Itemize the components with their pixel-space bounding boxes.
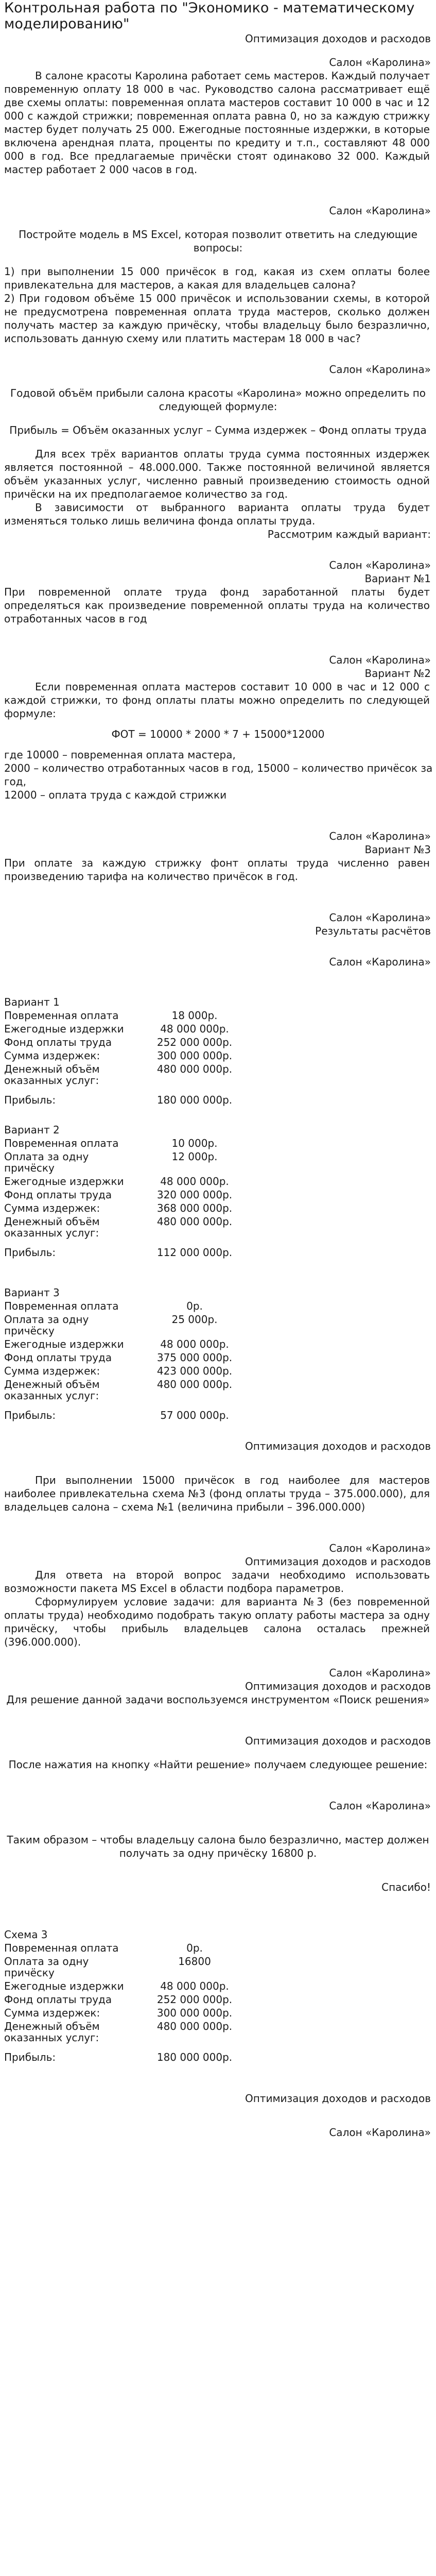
row-value: 112 000 000р. xyxy=(156,1246,233,1259)
table-row xyxy=(4,1351,256,1364)
page-6 xyxy=(0,829,436,883)
solver-note: Для решение данной задачи воспользуемся инструментом «Поиск решения» xyxy=(6,1693,430,1706)
row-value: 12 000р. xyxy=(171,1150,218,1163)
variant-2-title: Вариант 2 xyxy=(4,1124,60,1136)
conclusion: Таким образом – чтобы владельцу салона было безразлично, мастер должен получать за одну причёску 16800 р. xyxy=(7,1834,429,1859)
row-value: 368 000 000р. xyxy=(156,1202,233,1214)
table-row xyxy=(4,1049,256,1062)
answer-1: При выполнении 15000 причёсок в год наиболее для мастеров наиболее привлекательна схема №3 (фонд оплаты труда – 375.000.000), для владельцев салона – схема №1 (величина прибыли – 396.000.000) xyxy=(4,1474,430,1513)
salon-name: Салон «Каролина» xyxy=(329,1667,431,1679)
variable-part-paragraph: В зависимости от выбранного варианта оплаты труда будет изменяться только лишь величина фонда оплаты труда. xyxy=(4,501,430,527)
salon-name: Салон «Каролина» xyxy=(329,830,431,842)
row-key: Сумма издержек: xyxy=(4,2007,100,2019)
fot-explanation-b: 2000 – количество отработанных часов в год, 15000 – количество причёсок за год, xyxy=(4,762,433,788)
document-title: Контрольная работа по "Экономико - математическому моделированию" xyxy=(4,0,415,32)
page-13 xyxy=(0,1799,436,1894)
row-key: Денежный объём оказанных услуг: xyxy=(4,1378,100,1402)
salon-name: Салон «Каролина» xyxy=(329,654,431,666)
table-row xyxy=(4,1009,256,1022)
row-key: Прибыль: xyxy=(4,2051,56,2063)
row-key: Ежегодные издержки xyxy=(4,1980,124,1992)
salon-name: Салон «Каролина» xyxy=(329,363,431,376)
fot-explanation-c: 12000 – оплата труда с каждой стрижки xyxy=(4,789,227,801)
row-key: Денежный объём оказанных услуг: xyxy=(4,1063,100,1087)
page-header: Оптимизация доходов и расходов xyxy=(245,1555,431,1568)
table-row xyxy=(4,1313,256,1337)
row-key: Повременная оплата xyxy=(4,1300,119,1312)
salon-name: Салон «Каролина» xyxy=(329,1542,431,1554)
salon-name: Салон «Каролина» xyxy=(329,2126,431,2139)
row-value: 180 000 000р. xyxy=(156,2051,233,2063)
scheme-3-title: Схема 3 xyxy=(4,1928,48,1941)
row-key: Фонд оплаты труда xyxy=(4,1189,112,1201)
row-value: 16800 xyxy=(178,1955,211,1968)
question-2: 2) При годовом объёме 15 000 причёсок и использовании схемы, в которой не предусмотрена повременная оплата труда мастеров, сколько должен получать мастер за каждую причёску, чтобы владельцу было безразлично, использовать данную схему или платить мастерам 18 000 в час? xyxy=(4,292,430,345)
row-key: Прибыль: xyxy=(4,1409,56,1421)
row-value: 10 000р. xyxy=(171,1137,218,1149)
table-row xyxy=(4,1062,256,1087)
row-value: 57 000 000р. xyxy=(160,1409,229,1421)
page-15 xyxy=(0,2092,436,2139)
salon-name: Салон «Каролина» xyxy=(329,911,431,924)
salon-name: Салон «Каролина» xyxy=(329,956,431,968)
after-solve: После нажатия на кнопку «Найти решение» получаем следующее решение: xyxy=(8,1758,428,1771)
table-row xyxy=(4,1150,256,1175)
row-key: Денежный объём оказанных услуг: xyxy=(4,2020,100,2044)
row-value: 252 000 000р. xyxy=(156,1036,233,1048)
row-key: Фонд оплаты труда xyxy=(4,1036,112,1048)
page-5 xyxy=(0,653,436,802)
row-value: 480 000 000р. xyxy=(156,2020,233,2032)
table-row xyxy=(4,1402,256,1422)
variant-3-label: Вариант №3 xyxy=(364,843,431,856)
answer-2b: Сформулируем условие задачи: для варианта №3 (без повременной оплаты труда) необходимо подобрать такую оплату работы мастера за одну причёску, чтобы прибыль владельцев салона осталась прежней (396.000.000). xyxy=(4,1596,430,1648)
page-7 xyxy=(0,911,436,938)
row-value: 25 000р. xyxy=(171,1313,218,1326)
page-header: Оптимизация доходов и расходов xyxy=(245,32,431,45)
row-value: 480 000 000р. xyxy=(156,1378,233,1391)
variant-3-text: При оплате за каждую стрижку фонт оплаты труда численно равен произведению тарифа на количество причёсок в год. xyxy=(4,857,430,883)
page-8 xyxy=(0,955,436,1422)
table-row xyxy=(4,1022,256,1036)
page-header: Оптимизация доходов и расходов xyxy=(245,1680,431,1692)
row-key: Сумма издержек: xyxy=(4,1202,100,1214)
table-row xyxy=(4,1979,256,1993)
table-row xyxy=(4,2006,256,2020)
table-row xyxy=(4,1299,256,1313)
variant-2-table xyxy=(4,1137,256,1259)
profit-formula: Прибыль = Объём оказанных услуг – Сумма издержек – Фонд оплаты труда xyxy=(9,424,427,436)
fot-formula: ФОТ = 10000 * 2000 * 7 + 15000*12000 xyxy=(111,728,325,740)
table-row xyxy=(4,1137,256,1150)
constant-costs-paragraph: Для всех трёх вариантов оплаты труда сумма постоянных издержек является постоянной – 48.000.000. Также постоянной величиной является объём указанных услуг, численно равный произведению стоимость одной причёски на их предполагаемое количество за год. xyxy=(4,448,430,500)
page-9 xyxy=(0,1439,436,1514)
row-key: Оплата за одну причёску xyxy=(4,1313,89,1337)
variant-1-text: При повременной оплате труда фонд заработанной платы будет определяться как произведение повременной оплаты труда на количество отработанных часов в год xyxy=(4,586,430,625)
row-key: Повременная оплата xyxy=(4,1009,119,1022)
row-value: 423 000 000р. xyxy=(156,1365,233,1377)
row-value: 48 000 000р. xyxy=(160,1023,229,1035)
page-header: Оптимизация доходов и расходов xyxy=(245,2092,431,2105)
row-key: Прибыль: xyxy=(4,1246,56,1259)
table-row xyxy=(4,1993,256,2006)
thanks: Спасибо! xyxy=(381,1881,431,1893)
page-header: Оптимизация доходов и расходов xyxy=(245,1440,431,1452)
table-row xyxy=(4,1240,256,1259)
page-2 xyxy=(0,204,436,345)
table-row xyxy=(4,1201,256,1215)
intro-paragraph: В салоне красоты Каролина работает семь мастеров. Каждый получает повременную оплату 18 000 в час. Руководство салона рассматривает ещё две схемы оплаты: повременная оплата мастеров составит 10 000 в час и 12 000 с каждой стрижки; повременная оплата равна 0, но за каждую стрижку мастер будет получать 25 000. Ежегодные постоянные издержки, в которые включена арендная плата, проценты по кредиту и т.п., составляют 48 000 000 в год. Все предлагаемые причёски стоят одинаково 32 000. Каждый мастер работает 2 000 часов в год. xyxy=(4,70,430,176)
row-value: 480 000 000р. xyxy=(156,1063,233,1075)
variant-3-title: Вариант 3 xyxy=(4,1286,60,1299)
answer-2a: Для ответа на второй вопрос задачи необходимо использовать возможности пакета MS Excel в области подбора параметров. xyxy=(4,1569,430,1595)
page-3 xyxy=(0,363,436,541)
table-row xyxy=(4,1337,256,1351)
row-key: Сумма издержек: xyxy=(4,1365,100,1377)
row-key: Оплата за одну причёску xyxy=(4,1955,89,1979)
fot-explanation-a: где 10000 – повременная оплата мастера, xyxy=(4,749,236,761)
table-row xyxy=(4,1188,256,1201)
profit-heading: Годовой объём прибыли салона красоты «Каролина» можно определить по следующей формуле: xyxy=(10,387,426,413)
table-row xyxy=(4,2020,256,2044)
row-value: 48 000 000р. xyxy=(160,1175,229,1188)
row-value: 48 000 000р. xyxy=(160,1980,229,1992)
row-key: Ежегодные издержки xyxy=(4,1338,124,1350)
question-1: 1) при выполнении 15 000 причёсок в год, какая из схем оплаты более привлекательна для мастеров, а какая для владельцев салона? xyxy=(4,265,430,291)
variant-2-text: Если повременная оплата мастеров составит 10 000 в час и 12 000 с каждой стрижки, то фонд оплаты платы можно определить по следующей формуле: xyxy=(4,681,430,720)
variant-2-label: Вариант №2 xyxy=(364,667,431,680)
consider-line: Рассмотрим каждый вариант: xyxy=(267,528,431,540)
page-4 xyxy=(0,558,436,625)
page-10 xyxy=(0,1541,436,1649)
variant-1-label: Вариант №1 xyxy=(364,572,431,585)
table-row xyxy=(4,1087,256,1107)
row-key: Денежный объём оказанных услуг: xyxy=(4,1215,100,1239)
row-value: 252 000 000р. xyxy=(156,1993,233,2006)
table-row xyxy=(4,1955,256,1979)
variant-1-table xyxy=(4,1009,256,1107)
table-row xyxy=(4,1941,256,1955)
row-value: 300 000 000р. xyxy=(156,2007,233,2019)
table-row xyxy=(4,1175,256,1188)
page-12 xyxy=(0,1734,436,1771)
salon-name: Салон «Каролина» xyxy=(329,56,431,69)
row-value: 0р. xyxy=(186,1300,203,1312)
table-row xyxy=(4,1378,256,1402)
row-value: 180 000 000р. xyxy=(156,1094,233,1106)
results-heading: Результаты расчётов xyxy=(315,925,431,937)
scheme-3-table xyxy=(4,1941,256,2064)
salon-name: Салон «Каролина» xyxy=(329,205,431,217)
row-value: 48 000 000р. xyxy=(160,1338,229,1350)
row-key: Повременная оплата xyxy=(4,1942,119,1954)
table-row xyxy=(4,1036,256,1049)
page-1 xyxy=(0,0,436,176)
row-value: 300 000 000р. xyxy=(156,1049,233,1062)
row-value: 0р. xyxy=(186,1942,203,1954)
page-11 xyxy=(0,1666,436,1706)
page-header: Оптимизация доходов и расходов xyxy=(245,1735,431,1747)
salon-name: Салон «Каролина» xyxy=(329,1800,431,1812)
row-key: Ежегодные издержки xyxy=(4,1175,124,1188)
row-key: Оплата за одну причёску xyxy=(4,1150,89,1174)
table-row xyxy=(4,1364,256,1378)
variant-1-title: Вариант 1 xyxy=(4,996,60,1008)
row-value: 480 000 000р. xyxy=(156,1215,233,1228)
row-value: 18 000р. xyxy=(171,1009,218,1022)
row-key: Ежегодные издержки xyxy=(4,1023,124,1035)
row-value: 320 000 000р. xyxy=(156,1189,233,1201)
row-key: Повременная оплата xyxy=(4,1137,119,1149)
variant-3-table xyxy=(4,1299,256,1422)
salon-name: Салон «Каролина» xyxy=(329,559,431,571)
table-row xyxy=(4,1215,256,1240)
row-value: 375 000 000р. xyxy=(156,1351,233,1364)
row-key: Сумма издержек: xyxy=(4,1049,100,1062)
row-key: Фонд оплаты труда xyxy=(4,1993,112,2006)
page-14 xyxy=(0,1928,436,2064)
row-key: Фонд оплаты труда xyxy=(4,1351,112,1364)
table-row xyxy=(4,2044,256,2064)
row-key: Прибыль: xyxy=(4,1094,56,1106)
task-heading: Постройте модель в MS Excel, которая позволит ответить на следующие вопросы: xyxy=(19,228,417,254)
